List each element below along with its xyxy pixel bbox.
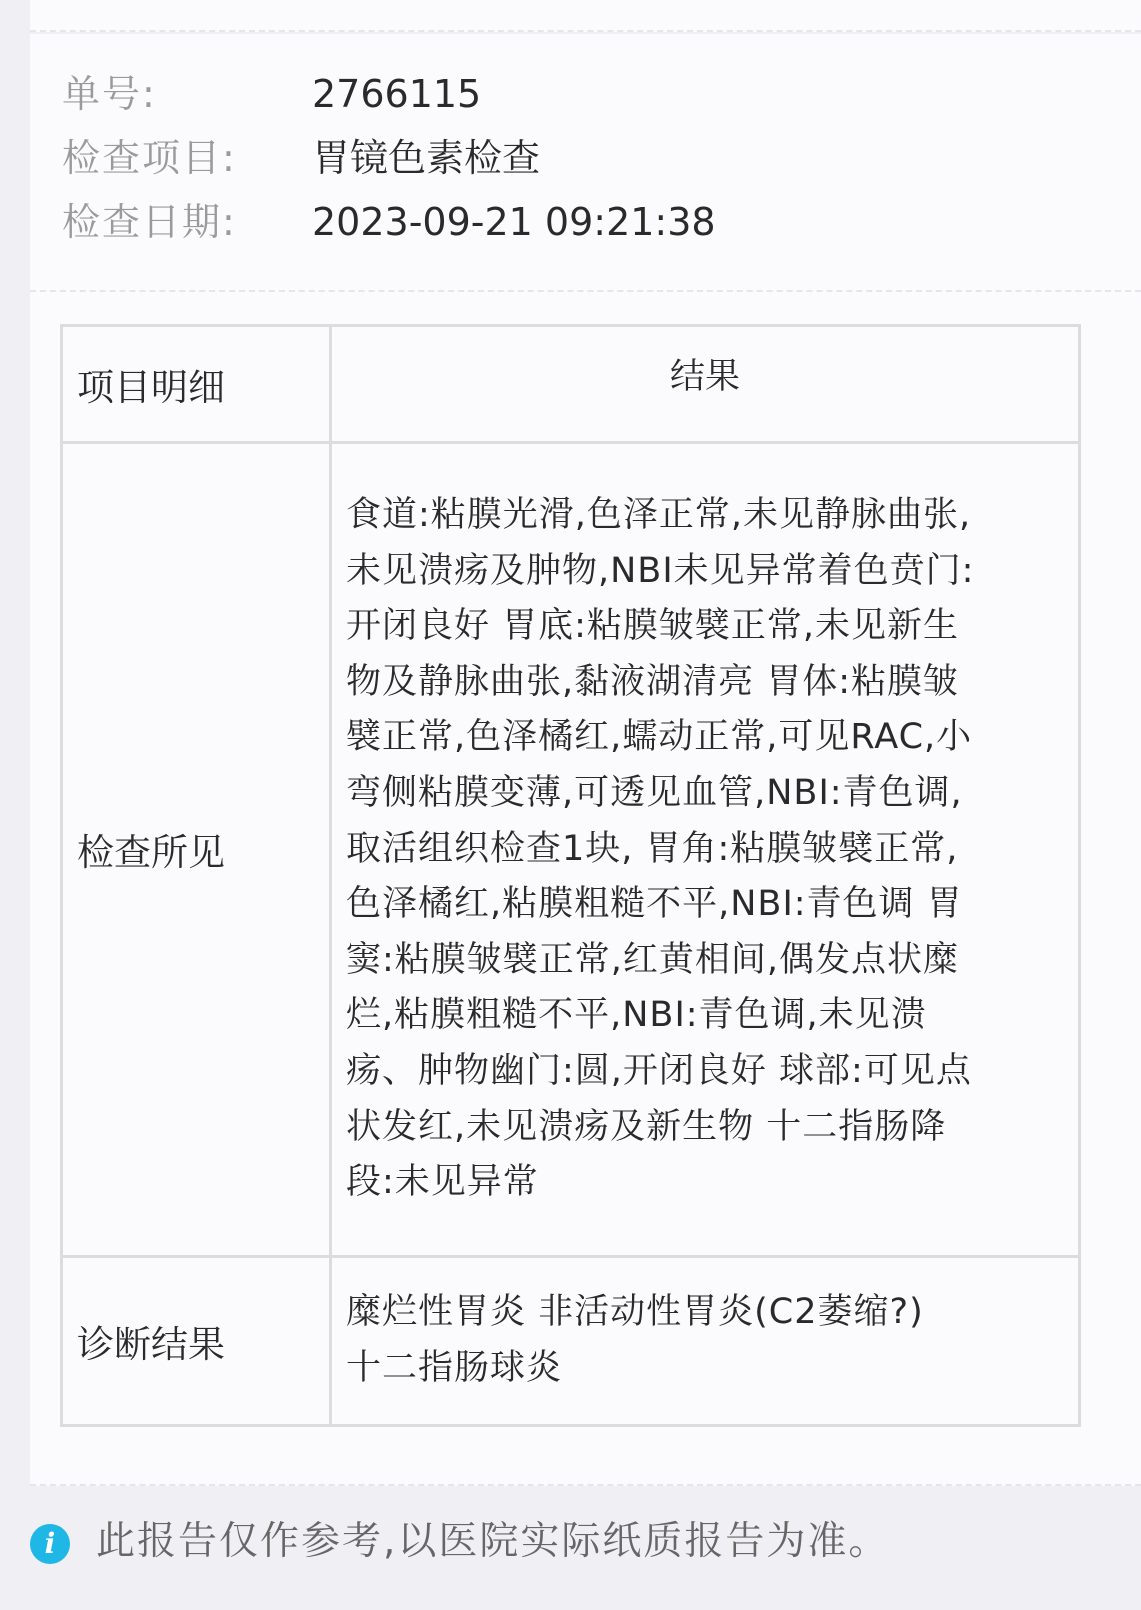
header-result-label: 结果: [669, 357, 740, 397]
order-number-value: 2766115: [312, 72, 482, 116]
table-header-row: [62, 326, 1080, 443]
order-number-row: [30, 64, 1141, 124]
diagnosis-line-1: 糜烂性胃炎 非活动性胃炎(C2萎缩?): [346, 1292, 924, 1333]
exam-date-row: [30, 192, 1141, 252]
exam-date-value: 2023-09-21 09:21:38: [312, 200, 716, 244]
table-row: [62, 1256, 1080, 1425]
exam-item-row: [30, 128, 1141, 188]
result-table-card: [30, 292, 1141, 1486]
findings-cell: [331, 443, 1080, 1257]
disclaimer-text: 此报告仅作参考,以医院实际纸质报告为准。: [96, 1519, 890, 1564]
disclaimer-footer: [0, 1488, 1141, 1610]
findings-text: 食道:粘膜光滑,色泽正常,未见静脉曲张,未见溃疡及肿物,NBI未见异常着色贲门:开闭良好 胃底:粘膜皱襞正常,未见新生物及静脉曲张,黏液湖清亮 胃体:粘膜皱襞正常,色泽橘红,蠕动正常,可见RAC,小弯侧粘膜变薄,可透见血管,NBI:青色调,取活组织检查1块, 胃角:粘膜皱襞正常,色泽橘红,粘膜粗糙不平,NBI:青色调 胃窦:粘膜皱襞正常,红黄相间,偶发点状糜烂,粘膜粗糙不平,NBI:青色调,未见溃疡、肿物幽门:圆,开闭良好 球部:可见点状发红,未见溃疡及新生物 十二指肠降段:未见异常: [346, 495, 975, 1203]
header-item-detail: 项目明细: [62, 326, 331, 443]
info-icon: i: [30, 1524, 70, 1564]
exam-item-label: 检查项目:: [62, 136, 237, 180]
order-number-label: 单号:: [62, 72, 157, 116]
header-result: [331, 326, 1080, 443]
findings-label: 检查所见: [62, 443, 331, 1257]
result-table: [60, 324, 1081, 1427]
top-card-edge: [30, 0, 1141, 32]
diagnosis-label: 诊断结果: [62, 1256, 331, 1425]
exam-date-label: 检查日期:: [62, 200, 237, 244]
report-info-card: [30, 34, 1141, 292]
diagnosis-line-2: 十二指肠球炎: [346, 1347, 563, 1388]
exam-item-value: 胃镜色素检查: [312, 136, 541, 180]
diagnosis-cell: [331, 1256, 1080, 1425]
table-row: [62, 443, 1080, 1257]
